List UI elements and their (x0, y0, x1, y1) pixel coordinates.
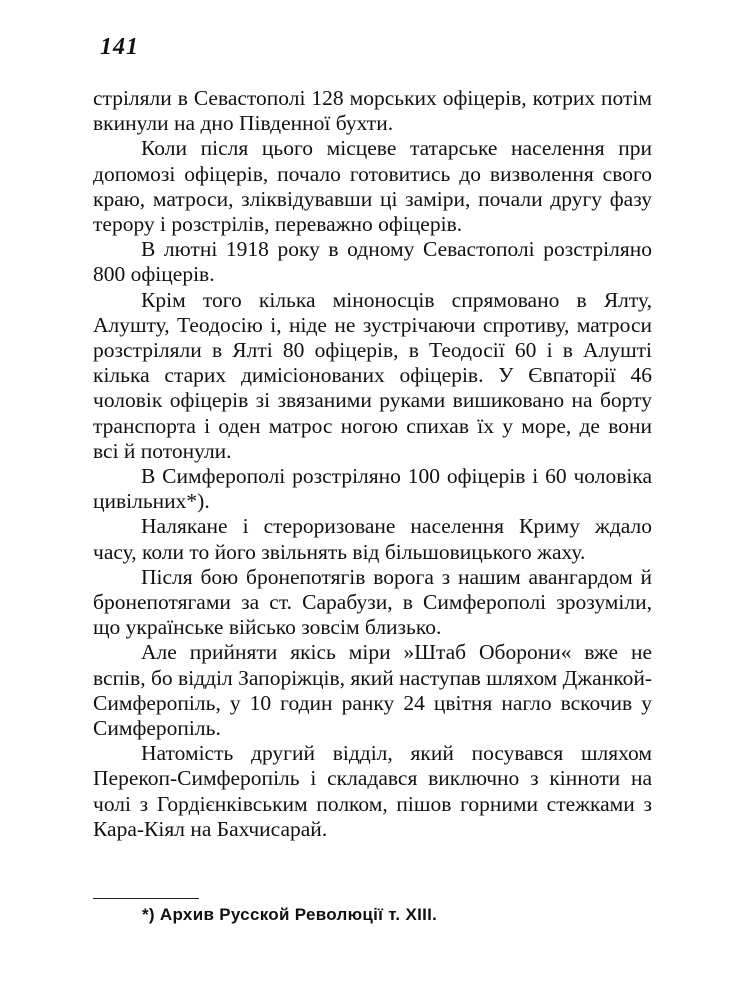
body-text (93, 86, 652, 842)
paragraph: В Симферополі розстріляно 100 офіцерів і 60 чоловіка цивільних*). (93, 464, 652, 514)
paragraph: Крім того кілька міноносців спрямовано в Ялту, Алушту, Теодосію і, ніде не зустрічаючи спротиву, матроси розстріляли в Ялті 80 офіцерів, в Теодосії 60 і в Алушті кілька старих димісіонованих офіцерів. У Євпаторії 46 чоловік офіцерів зі звязаними руками вишиковано на борту транспорта і оден матрос ногою спихав їх у море, де вони всі й потонули. (93, 287, 652, 463)
footnote: *) Архив Русской Революції т. XIII. (142, 905, 438, 924)
paragraph: Після бою бронепотягів ворога з нашим авангардом й бронепотягами за ст. Сарабузи, в Симферополі зрозуміли, що українське військо зовсім близько. (93, 564, 652, 640)
paragraph: В лютні 1918 року в одному Севастополі розстріляно 800 офіцерів. (93, 237, 652, 287)
paragraph: Налякане і стероризоване населення Криму ждало часу, коли то його звільнять від більшовицького жаху. (93, 514, 652, 564)
paragraph: Коли після цього місцеве татарське населення при допомозі офіцерів, почало готовитись до визволення свого краю, матроси, зліквідувавши ці заміри, почали другу фазу терору і розстрілів, переважно офіцерів. (93, 136, 652, 237)
footnote-divider (93, 898, 199, 899)
page-number: 141 (100, 34, 139, 60)
paragraph: Натомість другий відділ, який посувався шляхом Перекоп-Симферопіль і складався виключно з кінноти на чолі з Гордієнківським полком, пішов горними стежками з Кара-Кіял на Бахчисарай. (93, 741, 652, 841)
paragraph-continued: стріляли в Севастополі 128 морських офіцерів, котрих потім вкинули на дно Південної бухти. (93, 86, 652, 136)
paragraph: Але прийняти якісь міри »Штаб Оборони« вже не вспів, бо відділ Запоріжців, який наступав шляхом Джанкой-Симферопіль, у 10 годин ранку 24 цвітня нагло вскочив у Симферопіль. (93, 640, 652, 741)
